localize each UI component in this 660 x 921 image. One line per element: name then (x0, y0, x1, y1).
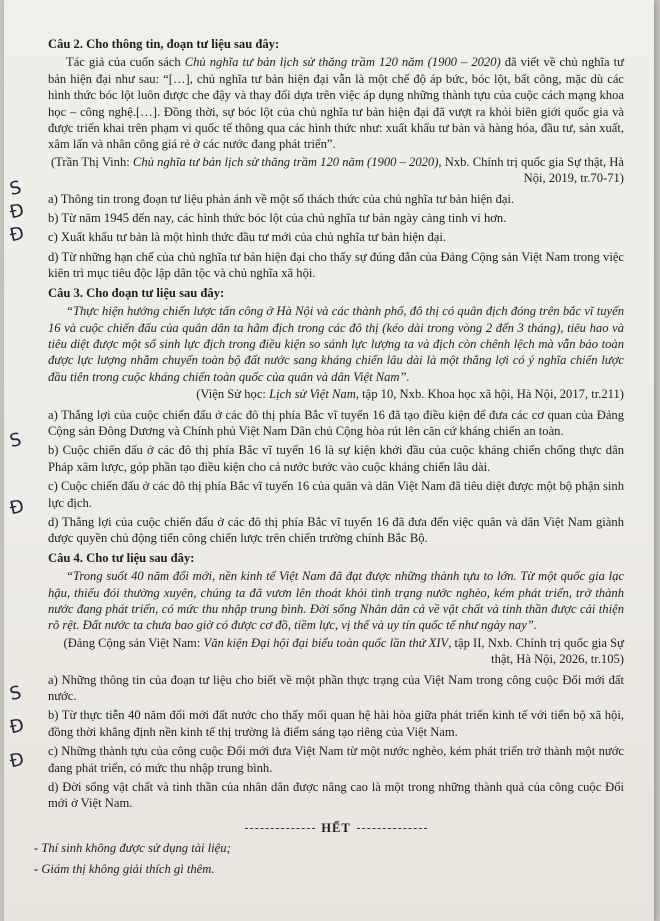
source-book: Văn kiện Đại hội đại biểu toàn quốc lần thứ XIV (203, 635, 449, 650)
question-4-title: Câu 4. Cho tư liệu sau đây: (48, 550, 195, 565)
question-2-intro (48, 54, 624, 152)
q4-statement-b: b) Từ thực tiễn 40 năm đổi mới đất nước cho thấy mối quan hệ hài hòa giữa phát triển kinh tế với tiến bộ xã hội, đồng thời khẳng định nền kinh tế thị trường là điểm sáng tạo riêng của Việt Nam. (48, 708, 624, 739)
q2-statement-a: a) Thông tin trong đoạn tư liệu phản ánh về một số thách thức của chủ nghĩa tư bản hiện đại. (48, 191, 515, 206)
source-book: Lịch sử Việt Nam (269, 387, 356, 402)
question-4-source (48, 635, 624, 668)
handwritten-mark-q4b: S (7, 682, 24, 705)
source-prefix: (Đảng Cộng sản Việt Nam: (63, 635, 204, 650)
exam-page (4, 0, 654, 921)
q2-statement-c: c) Xuất khẩu tư bản là một hình thức đầu tư mới của chủ nghĩa tư bản hiện đại. (48, 230, 447, 245)
source-book: Chủ nghĩa tư bản lịch sử thăng trầm 120 năm (1900 – 2020) (132, 154, 439, 169)
source-suffix: , tập 10, Nxb. Khoa học xã hội, Hà Nội, 2017, tr.211) (355, 387, 624, 402)
q3-statement-d: d) Thắng lợi của cuộc chiến đấu ở các đô thị phía Bắc vĩ tuyến 16 đã đưa đến việc quân và dân Việt Nam giành được quyền chủ động tiến công chiến lược trên chiến trường chính Bắc Bộ. (48, 514, 624, 546)
note-2: - Giám thị không giải thích gì thêm. (34, 861, 215, 876)
intro-suffix: đã viết về chủ nghĩa tư bản hiện đại như sau: (48, 55, 624, 86)
handwritten-mark-q2b: Đ (7, 199, 26, 224)
q4-statement-d: d) Đời sống vật chất và tinh thần của nhân dân được nâng cao là một trong những thành quả của công cuộc Đổi mới ở Việt Nam. (48, 780, 624, 811)
handwritten-mark-q4c: Đ (7, 714, 26, 739)
question-2-quote: “[…], chủ nghĩa tư bản hiện đại vẫn là một chế độ áp bức, bóc lột, bất công, mặc dù các hình thức bóc lột luôn được che đậy và thay đổi dựa trên việc áp dụng những thành tựu của cuộc cách mạng khoa học – công nghệ.[…]. Đồng thời, sự bóc lột của chủ nghĩa tư bản hiện đại đã vượt ra khỏi biên giới quốc gia và được triển khai trên phạm vi quốc tế thông qua các hình thức như: xuất khẩu tư bản và hàng hóa, đầu tư, sản xuất, xâm lấn và nhân công giá rẻ ở các nước đang phát triển”. (48, 71, 624, 152)
q2-statement-b: b) Từ năm 1945 đến nay, các hình thức bóc lột của chủ nghĩa tư bản ngày càng tinh vi hơn. (48, 211, 507, 226)
question-3-title: Câu 3. Cho đoạn tư liệu sau đây: (48, 285, 225, 300)
handwritten-mark-q3d: Đ (7, 495, 26, 520)
q3-statement-c: c) Cuộc chiến đấu ở các đô thị phía Bắc vĩ tuyến 16 của quân và dân Việt Nam đã tiêu diệt được một bộ phận sinh lực địch. (48, 479, 624, 510)
handwritten-mark-q2a: S (7, 177, 24, 200)
question-2-source (48, 154, 624, 187)
handwritten-mark-q4d: Đ (7, 748, 26, 773)
end-dash-left (245, 828, 315, 829)
source-suffix: , tập II, Nxb. Chính trị quốc gia Sự thật, Hà Nội, 2026, tr.105) (448, 635, 624, 667)
end-marker (48, 820, 624, 836)
question-2-title: Câu 2. Cho thông tin, đoạn tư liệu sau đây: (48, 37, 280, 51)
handwritten-mark-q3b: S (7, 429, 24, 452)
handwritten-mark-q2c: Đ (7, 222, 26, 247)
question-4-quote: “Trong suốt 40 năm đổi mới, nền kinh tế Việt Nam đã đạt được những thành tựu to lớn. Từ một quốc gia lạc hậu, thiếu đói thường xuyên, chúng ta đã vươn lên thoát khỏi tình trạng nước nghèo, kém phát triển, trở thành nước đang phát triển, có mức thu nhập trung bình. Đời sống Nhân dân cả về vật chất và tinh thần được cải thiện rõ rệt. Đất nước ta chưa bao giờ có được cơ đồ, tiềm lực, vị thế và uy tín quốc tế như ngày nay”. (48, 569, 624, 633)
source-prefix: (Viện Sử học: (196, 387, 270, 402)
q3-statement-b: b) Cuộc chiến đấu ở các đô thị phía Bắc vĩ tuyến 16 là sự kiện khởi đầu của cuộc kháng chiến chống thực dân Pháp xâm lược, góp phần tạo điều kiện cho cả nước bước vào cuộc kháng chiến lâu dài. (48, 443, 624, 474)
source-prefix: (Trần Thị Vinh: (50, 154, 133, 169)
q3-statement-a: a) Thắng lợi của cuộc chiến đấu ở các đô thị phía Bắc vĩ tuyến 16 đã tạo điều kiện để đưa các cơ quan của Đảng Cộng sản Đông Dương và Chính phủ Việt Nam Dân chủ Cộng hòa rút lên căn cứ kháng chiến an toàn. (48, 407, 624, 438)
end-label: HẾT (321, 820, 351, 835)
intro-prefix: Tác giả của cuốn sách (66, 55, 185, 70)
source-suffix: , Nxb. Chính trị quốc gia Sự thật, Hà Nội, 2019, tr.70-71) (438, 154, 624, 186)
question-3-source (48, 386, 624, 402)
q4-statement-c: c) Những thành tựu của công cuộc Đổi mới đưa Việt Nam từ một nước nghèo, kém phát triển trở thành một nước đang phát triển, có mức thu nhập trung bình. (48, 744, 624, 775)
q2-statement-d: d) Từ những hạn chế của chủ nghĩa tư bản hiện đại cho thấy sự đúng đắn của Đảng Cộng sản Việt Nam trong việc kiên trì mục tiêu độc lập dân tộc và chủ nghĩa xã hội. (48, 249, 624, 281)
end-dash-right (357, 828, 427, 829)
intro-book-title: Chủ nghĩa tư bản lịch sử thăng trầm 120 năm (1900 – 2020) (184, 55, 501, 70)
question-3-quote: “Thực hiện hướng chiến lược tấn công ở Hà Nội và các thành phố, đô thị có quân địch đóng trên bắc vĩ tuyến 16 và cuộc chiến đấu của quân dân ta hãm địch trong các đô thị (kéo dài trong vòng 2 đến 3 tháng), tiêu hao và tiêu diệt được một số sinh lực địch trong điều kiện so sánh lực lượng ta và địch còn chênh lệch mà vẫn bảo toàn được lực lượng nhằm chuyển toàn bộ đất nước sang kháng chiến lâu dài là một thắng lợi có ý nghĩa chiến lược đầu tiên trong cuộc kháng chiến toàn quốc của quân và dân Việt Nam”. (48, 304, 624, 384)
note-1: - Thí sinh không được sử dụng tài liệu; (34, 841, 231, 856)
q4-statement-a: a) Những thông tin của đoạn tư liệu cho biết về một phần thực trạng của Việt Nam trong công cuộc Đổi mới đất nước. (48, 672, 624, 704)
